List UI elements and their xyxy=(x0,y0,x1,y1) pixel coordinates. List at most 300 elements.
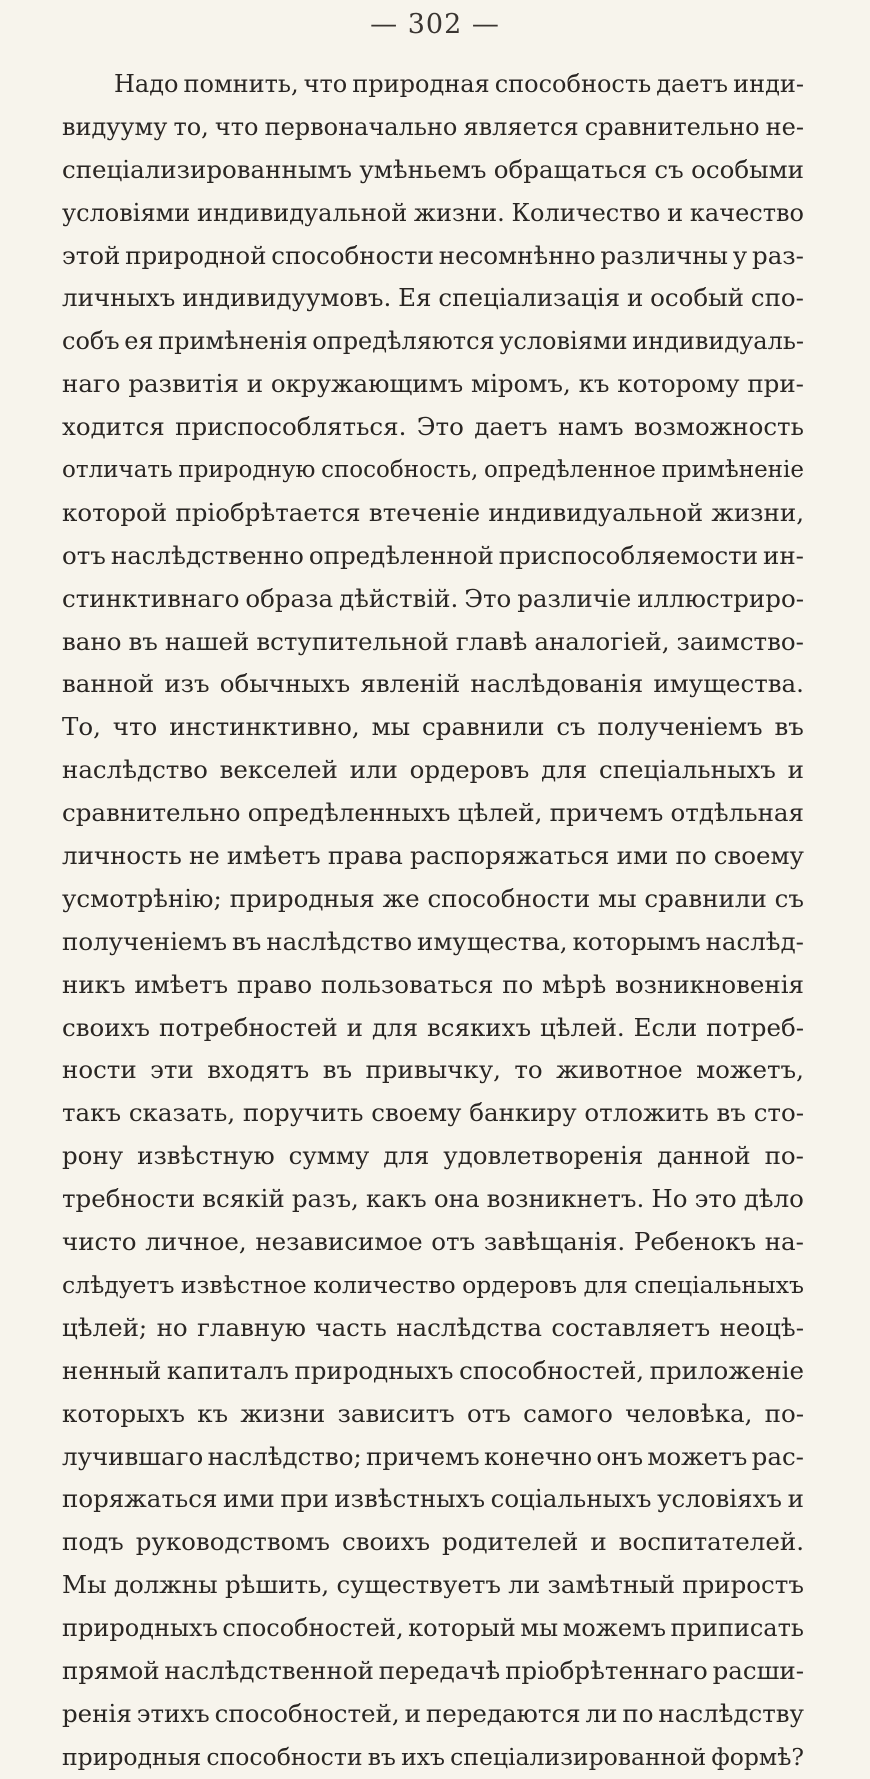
word: неоцѣ- xyxy=(719,1312,804,1342)
word: наслѣдство xyxy=(62,755,208,785)
word: извѣстную xyxy=(137,1141,275,1171)
word: сравнили xyxy=(644,883,767,913)
word: какъ xyxy=(365,1184,427,1214)
word: конечно xyxy=(483,1441,593,1471)
word: условіями xyxy=(62,198,191,227)
text-line xyxy=(62,1221,804,1264)
word: можетъ, xyxy=(696,1055,804,1085)
word: наслѣдству xyxy=(658,1698,804,1728)
word: чисто xyxy=(62,1227,137,1257)
word: примѣненіе xyxy=(661,457,804,484)
word: рас- xyxy=(751,1441,804,1471)
word: ордеровъ xyxy=(409,755,530,785)
text-line xyxy=(62,706,804,749)
word: самого xyxy=(523,1398,613,1428)
word: сравнительно xyxy=(584,112,760,141)
word: что xyxy=(112,712,158,742)
word: различны xyxy=(600,240,728,270)
word: условіяхъ xyxy=(657,1484,783,1514)
word: капиталъ xyxy=(166,1355,289,1385)
word: входятъ xyxy=(207,1055,310,1085)
word: потреб- xyxy=(706,1012,804,1042)
word: которыхъ xyxy=(62,1398,185,1428)
word: рону xyxy=(62,1141,124,1171)
text-line xyxy=(62,406,804,449)
text-line xyxy=(62,1307,804,1350)
word: способность, xyxy=(321,457,479,484)
word: и xyxy=(404,1698,421,1728)
body-text xyxy=(62,63,804,1779)
word: существуетъ xyxy=(336,1570,502,1600)
word: и xyxy=(626,283,644,313)
word: можемъ xyxy=(562,1614,666,1643)
text-line xyxy=(62,63,804,106)
text-line xyxy=(62,1436,804,1479)
text-line xyxy=(62,363,804,406)
word: обычныхъ xyxy=(219,669,351,699)
word: индивидуумовъ. xyxy=(182,283,392,313)
word: онъ xyxy=(596,1441,644,1471)
text-line xyxy=(62,749,804,792)
word: обращаться xyxy=(493,154,648,184)
word: можетъ xyxy=(647,1441,748,1471)
word: Количество xyxy=(511,198,661,227)
text-line xyxy=(62,964,804,1007)
word: и xyxy=(667,198,684,227)
text-line xyxy=(62,578,804,621)
word: въ xyxy=(716,1098,746,1128)
word: жизни. xyxy=(413,198,505,227)
word: приспособляться. xyxy=(175,412,407,442)
word: съ xyxy=(654,154,684,184)
word: данной xyxy=(657,1141,751,1171)
word: и xyxy=(346,1012,363,1042)
word: требности xyxy=(62,1184,196,1214)
word: который xyxy=(408,1614,516,1643)
word: усмотрѣнію; xyxy=(62,883,222,913)
word: личное, xyxy=(145,1227,247,1257)
word: что xyxy=(214,112,259,141)
word: для xyxy=(541,755,588,785)
word: при xyxy=(280,1484,329,1514)
text-line xyxy=(62,277,804,320)
text-line xyxy=(62,1135,804,1178)
text-line xyxy=(62,1521,804,1564)
word: умѣньемъ xyxy=(359,154,487,184)
text-line xyxy=(62,1264,804,1307)
word: векселей xyxy=(219,755,338,785)
text-line xyxy=(62,320,804,363)
word: ненный xyxy=(62,1355,162,1385)
word: не xyxy=(188,841,220,871)
word: индивидуаль- xyxy=(632,327,804,356)
word: причемъ xyxy=(549,798,664,828)
word: вступительной xyxy=(256,626,449,656)
word: сто- xyxy=(753,1098,804,1128)
text-line xyxy=(62,1736,804,1779)
word: цѣлей. xyxy=(540,1012,625,1042)
word: даетъ xyxy=(474,412,548,442)
word: жизни xyxy=(240,1398,326,1428)
word: слѣдуетъ xyxy=(62,1270,175,1299)
text-line xyxy=(62,921,804,964)
word: рѣшить, xyxy=(224,1570,330,1600)
word: она xyxy=(433,1184,480,1214)
word: въ xyxy=(322,1055,353,1085)
word: руководствомъ xyxy=(135,1527,331,1557)
word: мы xyxy=(598,883,637,913)
word: у xyxy=(732,240,748,270)
word: наслѣдственной xyxy=(164,1655,374,1685)
word: по xyxy=(502,969,534,999)
word: потребностей xyxy=(158,1012,338,1042)
word: способностей, xyxy=(214,1698,400,1728)
word: которой xyxy=(62,497,168,527)
word: родителей xyxy=(442,1527,579,1557)
word: своему xyxy=(713,841,804,871)
word: ими xyxy=(616,841,669,871)
word: возникновенія xyxy=(615,969,804,999)
word: же xyxy=(382,883,420,913)
word: окружающимъ xyxy=(270,369,464,399)
word: лучившаго xyxy=(62,1441,204,1471)
word: спеціализированной xyxy=(450,1742,707,1771)
word: и xyxy=(246,369,264,399)
word: личныхъ xyxy=(62,283,176,313)
word: ин- xyxy=(763,540,804,570)
word: это xyxy=(694,1184,737,1214)
word: или xyxy=(349,755,398,785)
word: опредѣленное xyxy=(484,457,656,484)
word: инстинктивно, xyxy=(169,712,360,742)
word: качество xyxy=(689,198,804,227)
word: банкиру xyxy=(469,1098,577,1128)
word: является xyxy=(463,112,579,141)
word: животное xyxy=(556,1055,683,1085)
word: отложить xyxy=(584,1098,709,1128)
word: отличать xyxy=(62,457,173,484)
word: сравнили xyxy=(422,712,545,742)
text-line xyxy=(62,1564,804,1607)
word: никъ xyxy=(62,969,126,999)
word: Но xyxy=(651,1184,688,1214)
word: стинктивнаго xyxy=(62,583,240,613)
word: всякій xyxy=(202,1184,285,1214)
word: образа xyxy=(245,583,334,613)
word: этой xyxy=(62,240,121,270)
word: этихъ xyxy=(136,1698,210,1728)
word: отъ xyxy=(467,1398,511,1428)
text-line xyxy=(62,192,804,235)
word: по xyxy=(622,1698,654,1728)
word: наслѣдство xyxy=(266,926,413,956)
word: ими xyxy=(223,1484,275,1514)
word: раз- xyxy=(752,240,804,270)
word: различіе xyxy=(517,583,632,613)
word: ванной xyxy=(62,669,155,699)
word: намъ xyxy=(558,412,624,442)
word: къ xyxy=(578,369,610,399)
word: природной xyxy=(125,240,267,270)
word: спеціальныхъ xyxy=(634,1270,804,1299)
word: которымъ xyxy=(572,926,701,956)
word: своихъ xyxy=(342,1527,431,1557)
word: То, xyxy=(62,712,101,742)
word: всякихъ xyxy=(427,1012,532,1042)
word: спо- xyxy=(750,283,804,313)
word: опредѣленныхъ xyxy=(247,798,451,828)
word: опредѣляются xyxy=(312,327,495,356)
word: приписать xyxy=(670,1614,804,1643)
word: дѣйствій. xyxy=(339,583,459,613)
word: отъ xyxy=(62,540,106,570)
word: отъ xyxy=(431,1227,476,1257)
text-line xyxy=(62,149,804,192)
word: возможность xyxy=(634,412,804,442)
word: имѣетъ xyxy=(134,969,229,999)
word: независимое xyxy=(255,1227,423,1257)
word: природныхъ xyxy=(294,1355,454,1385)
word: первоначально xyxy=(264,112,458,141)
word: по- xyxy=(764,1141,804,1171)
word: способности xyxy=(427,883,591,913)
word: наго xyxy=(62,369,121,399)
word: удовлетворенія xyxy=(443,1141,644,1171)
word: при- xyxy=(747,369,804,399)
text-line xyxy=(62,1178,804,1221)
word: въ xyxy=(774,712,804,742)
word: приложеніе xyxy=(649,1355,804,1385)
word: завѣщанія. xyxy=(483,1227,626,1257)
word: Мы xyxy=(62,1570,107,1600)
word: для xyxy=(583,1270,628,1299)
word: втеченіе xyxy=(368,497,481,527)
word: приростъ xyxy=(682,1570,804,1600)
word: спеціальныхъ xyxy=(598,755,776,785)
word: съ xyxy=(774,883,804,913)
word: міромъ, xyxy=(471,369,571,399)
word: сравнительно xyxy=(62,798,241,828)
word: имущества. xyxy=(653,669,804,699)
word: Это xyxy=(464,583,512,613)
word: природныя xyxy=(62,1742,202,1771)
text-line xyxy=(62,621,804,664)
word: по- xyxy=(764,1398,804,1428)
word: имущества, xyxy=(417,926,568,956)
word: главную xyxy=(197,1312,306,1342)
word: и xyxy=(787,755,804,785)
word: индивидуальной xyxy=(488,497,704,527)
word: передачѣ xyxy=(378,1655,501,1685)
word: главѣ xyxy=(455,626,528,656)
word: имѣетъ xyxy=(226,841,321,871)
word: Если xyxy=(633,1012,698,1042)
word: наслѣд- xyxy=(705,926,804,956)
word: изъ xyxy=(164,669,210,699)
text-line xyxy=(62,1393,804,1436)
word: дѣло xyxy=(743,1184,804,1214)
word: извѣстное xyxy=(180,1270,307,1299)
word: возникнетъ. xyxy=(486,1184,645,1214)
word: заимство- xyxy=(676,626,804,656)
word: жизни, xyxy=(711,497,804,527)
word: природныхъ xyxy=(62,1614,218,1643)
word: приспособляемости xyxy=(498,540,759,570)
word: Ея xyxy=(398,283,432,313)
word: не- xyxy=(765,112,804,141)
word: должны xyxy=(113,1570,218,1600)
word: собъ xyxy=(62,327,120,356)
word: сказать, xyxy=(128,1098,236,1128)
word: расши- xyxy=(712,1655,804,1685)
text-line xyxy=(62,835,804,878)
word: видууму xyxy=(62,112,168,141)
word: полученіемъ xyxy=(62,926,228,956)
text-line xyxy=(62,492,804,535)
word: способности xyxy=(206,1742,363,1771)
word: своему xyxy=(371,1098,462,1128)
word: ордеровъ xyxy=(462,1270,578,1299)
word: привычку, xyxy=(365,1055,501,1085)
word: по xyxy=(675,841,707,871)
word: и xyxy=(590,1527,607,1557)
text-line xyxy=(62,1693,804,1736)
word: пріобрѣтается xyxy=(175,497,361,527)
word: опредѣленной xyxy=(308,540,494,570)
word: такъ xyxy=(62,1098,122,1128)
word: наслѣдственно xyxy=(110,540,304,570)
word: на- xyxy=(764,1227,804,1257)
word: ходится xyxy=(62,412,165,442)
word: иллюстриро- xyxy=(637,583,804,613)
word: вано xyxy=(62,626,122,656)
word: несомнѣнно xyxy=(438,240,596,270)
word: природныя xyxy=(229,883,375,913)
text-line xyxy=(62,1607,804,1650)
text-line xyxy=(62,1049,804,1092)
word: способностей, xyxy=(459,1355,645,1385)
word: и xyxy=(787,1484,804,1514)
word: Ребенокъ xyxy=(633,1227,757,1257)
word: спеціализація xyxy=(438,283,621,313)
word: права xyxy=(327,841,403,871)
word: индивидуальной xyxy=(196,198,408,227)
text-line xyxy=(62,1350,804,1393)
text-line xyxy=(62,235,804,278)
word: природную xyxy=(178,457,316,484)
word: для xyxy=(371,1012,419,1042)
word: которому xyxy=(617,369,740,399)
word: пріобрѣтеннаго xyxy=(505,1655,708,1685)
word: мѣрѣ xyxy=(542,969,607,999)
word: своихъ xyxy=(62,1012,150,1042)
word: способности xyxy=(271,240,434,270)
word: для xyxy=(383,1141,430,1171)
text-line xyxy=(62,663,804,706)
word: ности xyxy=(62,1055,137,1085)
word: составляетъ xyxy=(551,1312,711,1342)
word: распоряжаться xyxy=(410,841,610,871)
word: явленій xyxy=(360,669,461,699)
word: въ xyxy=(128,626,158,656)
word: эти xyxy=(150,1055,194,1085)
text-line xyxy=(62,106,804,149)
word: мы xyxy=(371,712,411,742)
text-line xyxy=(62,792,804,835)
word: ея xyxy=(124,327,154,356)
word: право xyxy=(236,969,313,999)
text-line xyxy=(62,1007,804,1050)
word: мы xyxy=(520,1614,559,1643)
word: пользоваться xyxy=(320,969,494,999)
word: даетъ xyxy=(656,70,729,98)
word: къ xyxy=(197,1398,229,1428)
word: ихъ xyxy=(401,1742,445,1771)
word: спеціализированнымъ xyxy=(62,154,352,184)
word: отдѣльная xyxy=(670,798,804,828)
word: то, xyxy=(173,112,209,141)
text-line xyxy=(62,449,804,492)
word: сумму xyxy=(288,1141,370,1171)
word: цѣлей; xyxy=(62,1312,148,1342)
word: ренія xyxy=(62,1698,132,1728)
word: соціальныхъ xyxy=(490,1484,652,1514)
word: формѣ? xyxy=(711,1742,804,1771)
word: то xyxy=(514,1055,543,1085)
word: способностей, xyxy=(222,1614,404,1643)
word: особыми xyxy=(691,154,804,184)
word: наслѣдства xyxy=(396,1312,542,1342)
word: причемъ xyxy=(366,1441,480,1471)
word: природная xyxy=(352,70,490,98)
word: человѣка, xyxy=(625,1398,753,1428)
word: помнить, xyxy=(183,70,299,98)
word: количество xyxy=(313,1270,456,1299)
word: подъ xyxy=(62,1527,124,1557)
text-line xyxy=(62,535,804,578)
word: прямой xyxy=(62,1655,160,1685)
word: въ xyxy=(367,1742,396,1771)
word: съ xyxy=(556,712,586,742)
word: примѣненія xyxy=(158,327,308,356)
word: извѣстныхъ xyxy=(334,1484,486,1514)
word: воспитателей. xyxy=(618,1527,804,1557)
word: наслѣдство; xyxy=(207,1441,362,1471)
word: поручить xyxy=(242,1098,364,1128)
word: инди- xyxy=(733,70,804,98)
word: часть xyxy=(315,1312,387,1342)
word: особый xyxy=(650,283,744,313)
word: ли xyxy=(508,1570,541,1600)
text-line xyxy=(62,1092,804,1135)
word: зависитъ xyxy=(337,1398,455,1428)
word: что xyxy=(303,70,348,98)
word: личность xyxy=(62,841,182,871)
page-number: — 302 — xyxy=(370,9,500,40)
word: разъ, xyxy=(291,1184,359,1214)
word: условіями xyxy=(499,327,628,356)
word: аналогіей, xyxy=(534,626,670,656)
word: Это xyxy=(416,412,464,442)
word: развитія xyxy=(128,369,239,399)
word: наслѣдованія xyxy=(470,669,644,699)
word: въ xyxy=(231,926,262,956)
text-line xyxy=(62,1478,804,1521)
word: передаются xyxy=(425,1698,581,1728)
word: поряжаться xyxy=(62,1484,218,1514)
word: ли xyxy=(585,1698,618,1728)
word: способность xyxy=(494,70,652,98)
